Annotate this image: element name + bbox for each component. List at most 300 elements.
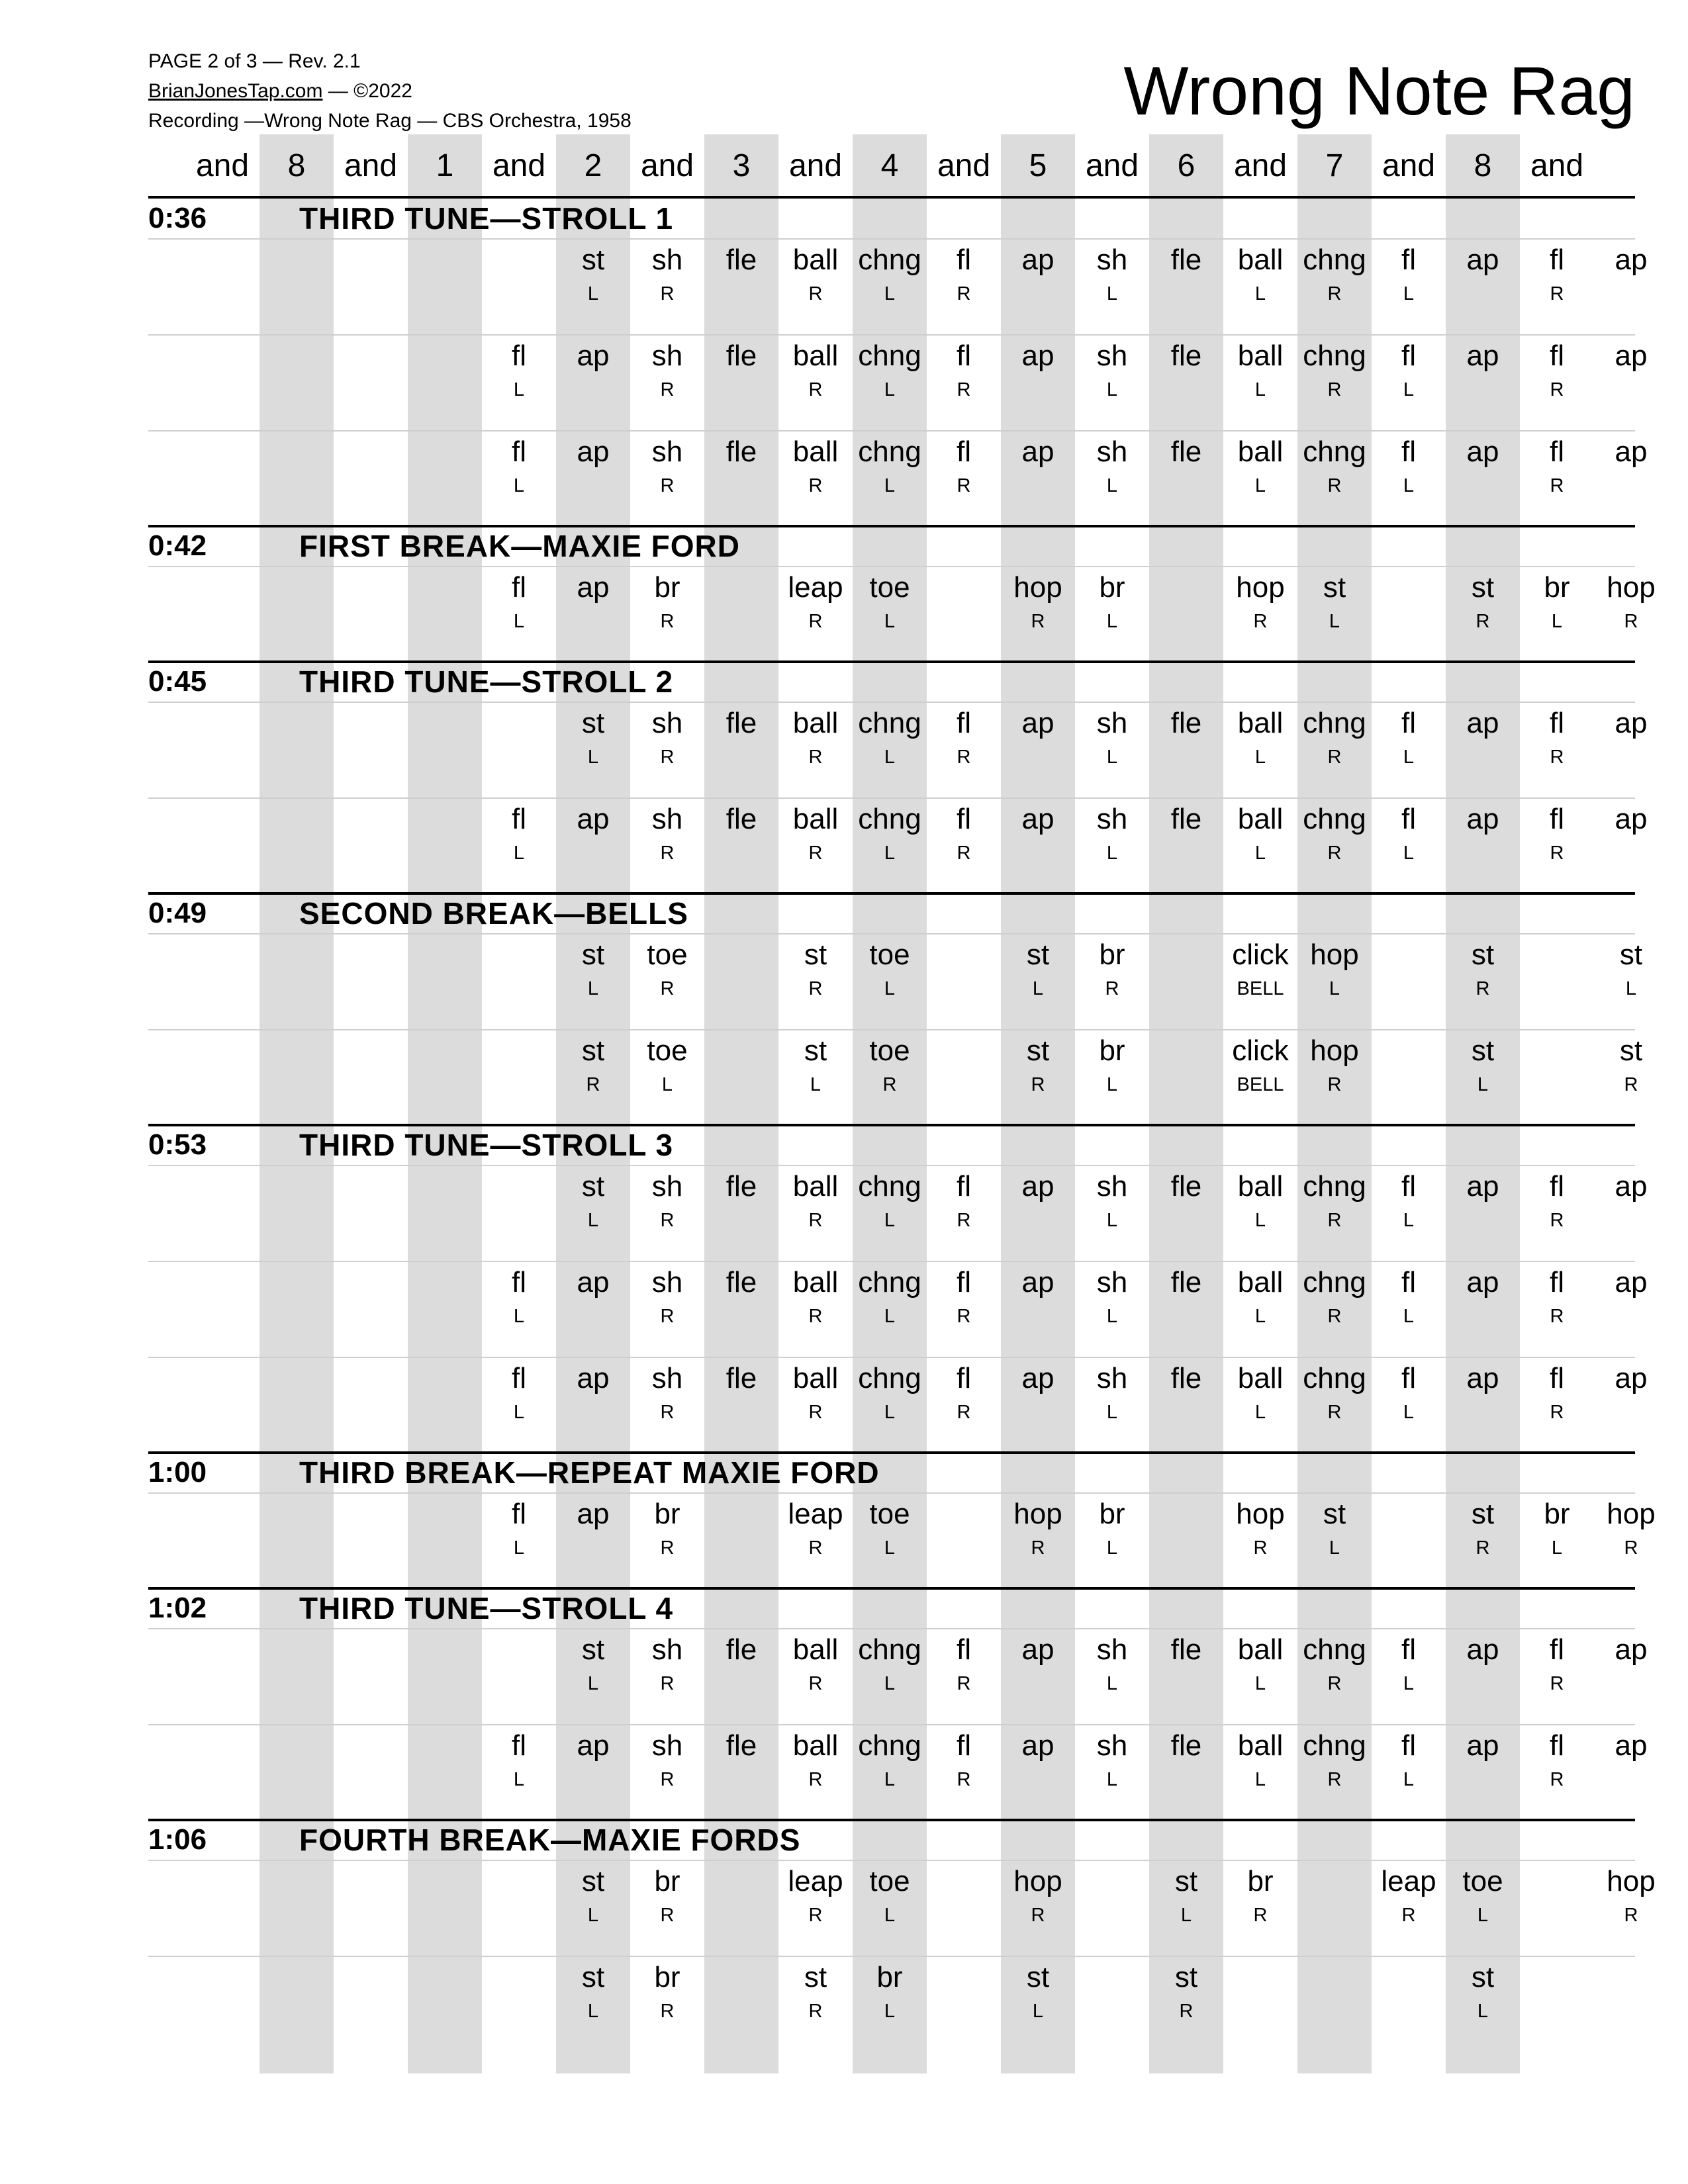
count-label: 5 <box>1029 148 1047 183</box>
foot-label: L <box>1477 1905 1489 1926</box>
foot-label: L <box>884 283 896 304</box>
section-time: 0:42 <box>148 529 207 562</box>
count-label: and <box>492 148 546 183</box>
foot-label: L <box>1180 1905 1192 1926</box>
foot-label: L <box>1477 2001 1489 2022</box>
foot-label: R <box>586 1074 600 1095</box>
step-label: ball <box>1237 435 1284 468</box>
row-divider <box>148 797 1635 799</box>
step-label: fl <box>512 1266 526 1298</box>
row-divider <box>148 566 1635 567</box>
foot-label: L <box>513 611 525 632</box>
count-label: and <box>937 148 991 183</box>
row-divider <box>148 1628 1635 1629</box>
count-label: 8 <box>287 148 306 183</box>
foot-label: R <box>957 1402 971 1423</box>
step-label: st <box>581 1633 605 1666</box>
step-label: ball <box>1237 1170 1284 1203</box>
foot-label: R <box>1550 1210 1564 1231</box>
step-label: leap <box>788 1498 843 1530</box>
section-title: THIRD TUNE—STROLL 4 <box>299 1591 674 1625</box>
step-label: ball <box>1237 707 1284 739</box>
step-label: hop <box>1310 938 1359 971</box>
foot-label: R <box>660 747 675 768</box>
step-label: fl <box>512 435 526 468</box>
row-divider <box>148 430 1635 432</box>
step-label: ap <box>1466 435 1499 468</box>
step-label: st <box>1471 1034 1495 1067</box>
foot-label: L <box>884 747 896 768</box>
step-label: st <box>1471 1961 1495 1993</box>
foot-label: R <box>1327 283 1342 304</box>
step-label: ap <box>1466 803 1499 835</box>
row-divider <box>148 1357 1635 1358</box>
step-label: click <box>1232 938 1289 971</box>
section-time: 0:49 <box>148 897 207 929</box>
step-label: sh <box>651 707 683 739</box>
foot-label: R <box>808 1673 823 1694</box>
step-label: st <box>581 244 605 276</box>
row-divider <box>148 1956 1635 1957</box>
count-label: 1 <box>436 148 454 183</box>
foot-label: R <box>1476 978 1490 999</box>
step-label: ap <box>1466 1362 1499 1394</box>
step-label: br <box>1544 1498 1570 1530</box>
step-label: ap <box>1466 1633 1499 1666</box>
step-label: fl <box>1550 1633 1564 1666</box>
foot-label: R <box>808 1402 823 1423</box>
step-label: chng <box>1303 340 1366 372</box>
foot-label: L <box>513 842 525 864</box>
step-label: fle <box>1170 1362 1202 1394</box>
foot-label: R <box>1179 2001 1194 2022</box>
step-label: chng <box>858 1362 921 1394</box>
step-label: ball <box>792 1170 839 1203</box>
count-label: 2 <box>584 148 602 183</box>
step-label: toe <box>869 571 910 604</box>
step-label: ball <box>1237 1729 1284 1762</box>
step-label: st <box>581 1034 605 1067</box>
step-label: chng <box>1303 803 1366 835</box>
foot-label: R <box>1031 1537 1045 1559</box>
step-label: chng <box>1303 1362 1366 1394</box>
foot-label: R <box>1476 1537 1490 1559</box>
step-label: chng <box>858 1266 921 1298</box>
step-label: sh <box>651 803 683 835</box>
step-label: fl <box>957 1729 971 1762</box>
foot-label: R <box>808 1306 823 1327</box>
foot-label: L <box>587 747 599 768</box>
foot-label: L <box>884 842 896 864</box>
step-label: chng <box>858 803 921 835</box>
step-label: sh <box>651 1729 683 1762</box>
step-label: br <box>1544 571 1570 604</box>
step-label: fl <box>1550 435 1564 468</box>
count-label: 3 <box>732 148 751 183</box>
step-label: sh <box>1096 1266 1128 1298</box>
foot-label: R <box>957 842 971 864</box>
foot-label: L <box>1106 379 1118 400</box>
foot-label: R <box>1624 1905 1638 1926</box>
foot-label: R <box>808 842 823 864</box>
foot-label: L <box>513 1769 525 1790</box>
step-label: chng <box>858 435 921 468</box>
foot-label: L <box>1403 1210 1415 1231</box>
step-label: ap <box>1021 1266 1055 1298</box>
step-label: st <box>1619 1034 1643 1067</box>
step-label: chng <box>858 340 921 372</box>
step-label: st <box>581 1865 605 1897</box>
step-label: sh <box>1096 1170 1128 1203</box>
foot-label: R <box>660 842 675 864</box>
foot-label: L <box>884 1905 896 1926</box>
step-label: fl <box>957 244 971 276</box>
step-label: fl <box>1550 1266 1564 1298</box>
step-label: fl <box>512 1498 526 1530</box>
step-label: toe <box>869 1034 910 1067</box>
step-label: ap <box>1466 1266 1499 1298</box>
foot-label: R <box>660 1306 675 1327</box>
step-label: ap <box>1466 707 1499 739</box>
step-label: sh <box>651 1266 683 1298</box>
step-label: fl <box>1550 244 1564 276</box>
step-label: ap <box>1615 1170 1648 1203</box>
section-title: THIRD TUNE—STROLL 1 <box>299 201 674 236</box>
count-label: and <box>1382 148 1436 183</box>
foot-label: R <box>957 379 971 400</box>
foot-label: R <box>1624 1074 1638 1095</box>
step-label: ap <box>577 1498 610 1530</box>
step-label: fl <box>1550 707 1564 739</box>
step-label: br <box>654 571 680 604</box>
foot-label: R <box>660 1769 675 1790</box>
foot-label: L <box>1106 283 1118 304</box>
foot-label: L <box>1106 1537 1118 1559</box>
step-label: fl <box>957 1266 971 1298</box>
step-label: ap <box>577 571 610 604</box>
section-time: 0:45 <box>148 665 207 698</box>
foot-label: L <box>884 1769 896 1790</box>
foot-label: R <box>1031 1905 1045 1926</box>
step-label: fl <box>1401 1633 1416 1666</box>
foot-label: L <box>1106 611 1118 632</box>
count-label: 8 <box>1474 148 1492 183</box>
foot-label: L <box>884 1537 896 1559</box>
page-revision: PAGE 2 of 3 — Rev. 2.1 <box>148 50 361 72</box>
foot-label: L <box>1032 2001 1044 2022</box>
step-label: fl <box>1401 1362 1416 1394</box>
step-label: sh <box>1096 1729 1128 1762</box>
step-label: chng <box>1303 1170 1366 1203</box>
step-label: st <box>1026 1961 1050 1993</box>
step-label: fl <box>1401 435 1416 468</box>
step-label: st <box>581 707 605 739</box>
step-label: ap <box>577 340 610 372</box>
foot-label: L <box>1254 747 1266 768</box>
step-label: ball <box>1237 1362 1284 1394</box>
foot-label: L <box>587 1905 599 1926</box>
foot-label: L <box>884 2001 896 2022</box>
foot-label: R <box>1327 1306 1342 1327</box>
step-label: hop <box>1310 1034 1359 1067</box>
foot-label: L <box>1106 747 1118 768</box>
step-label: fl <box>957 340 971 372</box>
step-label: st <box>581 1961 605 1993</box>
foot-label: L <box>1254 1306 1266 1327</box>
row-divider <box>148 1492 1635 1494</box>
step-label: hop <box>1607 571 1656 604</box>
step-label: fl <box>1550 340 1564 372</box>
step-label: sh <box>651 244 683 276</box>
foot-label: L <box>1329 1537 1340 1559</box>
step-label: ap <box>1466 1729 1499 1762</box>
step-label: fl <box>1550 803 1564 835</box>
foot-label: R <box>1624 611 1638 632</box>
step-label: ap <box>1466 244 1499 276</box>
foot-label: R <box>957 1306 971 1327</box>
section-time: 1:02 <box>148 1592 207 1624</box>
step-label: leap <box>788 1865 843 1897</box>
step-label: toe <box>647 1034 688 1067</box>
count-label: and <box>1233 148 1288 183</box>
foot-label: R <box>1624 1537 1638 1559</box>
section-title: THIRD BREAK—REPEAT MAXIE FORD <box>299 1455 880 1490</box>
step-label: hop <box>1607 1498 1656 1530</box>
foot-label: R <box>808 1769 823 1790</box>
step-label: sh <box>651 1170 683 1203</box>
foot-label: L <box>1551 1537 1563 1559</box>
step-label: hop <box>1236 1498 1285 1530</box>
step-label: ap <box>577 1266 610 1298</box>
step-label: hop <box>1013 1498 1062 1530</box>
count-label: and <box>195 148 250 183</box>
foot-label: R <box>1327 747 1342 768</box>
foot-label: L <box>1106 842 1118 864</box>
step-label: fl <box>1401 803 1416 835</box>
foot-label: L <box>1254 842 1266 864</box>
count-stripe <box>704 134 778 2073</box>
step-label: br <box>654 1865 680 1897</box>
step-label: ball <box>792 435 839 468</box>
foot-label: L <box>661 1074 673 1095</box>
step-label: br <box>1247 1865 1274 1897</box>
foot-label: R <box>808 475 823 496</box>
step-label: br <box>876 1961 903 1993</box>
step-label: fl <box>957 1633 971 1666</box>
step-label: fl <box>1550 1729 1564 1762</box>
step-label: fl <box>512 1362 526 1394</box>
step-label: fl <box>512 1729 526 1762</box>
foot-label: R <box>1550 1769 1564 1790</box>
foot-label: L <box>884 475 896 496</box>
step-label: ap <box>577 1729 610 1762</box>
step-label: chng <box>1303 1729 1366 1762</box>
foot-label: L <box>1106 1769 1118 1790</box>
foot-label: L <box>513 475 525 496</box>
step-label: fl <box>1550 1170 1564 1203</box>
step-label: ap <box>1466 340 1499 372</box>
foot-label: R <box>1327 1402 1342 1423</box>
step-label: ap <box>1021 1633 1055 1666</box>
foot-label: R <box>1253 611 1268 632</box>
step-label: chng <box>1303 1266 1366 1298</box>
step-label: chng <box>1303 707 1366 739</box>
foot-label: L <box>884 1306 896 1327</box>
foot-label: R <box>660 2001 675 2022</box>
foot-label: L <box>1254 1673 1266 1694</box>
step-label: ball <box>792 244 839 276</box>
foot-label: L <box>1106 1306 1118 1327</box>
step-label: leap <box>1381 1865 1436 1897</box>
foot-label: R <box>660 475 675 496</box>
step-label: sh <box>1096 1362 1128 1394</box>
step-label: ball <box>792 1362 839 1394</box>
step-label: br <box>654 1498 680 1530</box>
step-label: fl <box>957 707 971 739</box>
step-label: sh <box>1096 803 1128 835</box>
count-stripe <box>259 134 334 2073</box>
section-time: 1:06 <box>148 1823 207 1856</box>
copyright: — ©2022 <box>322 80 412 102</box>
step-label: fl <box>1401 244 1416 276</box>
step-label: st <box>804 938 827 971</box>
foot-label: R <box>957 1210 971 1231</box>
step-label: fl <box>512 340 526 372</box>
step-label: st <box>1174 1865 1198 1897</box>
foot-label: R <box>1550 842 1564 864</box>
step-label: ball <box>792 1729 839 1762</box>
step-label: fl <box>512 571 526 604</box>
count-stripe <box>408 134 482 2073</box>
step-label: br <box>1099 1034 1125 1067</box>
step-label: ball <box>792 1266 839 1298</box>
row-divider <box>148 1860 1635 1861</box>
step-label: chng <box>1303 435 1366 468</box>
foot-label: R <box>808 2001 823 2022</box>
step-label: hop <box>1013 571 1062 604</box>
foot-label: R <box>1327 1074 1342 1095</box>
step-label: sh <box>651 435 683 468</box>
foot-label: R <box>660 283 675 304</box>
section-title: SECOND BREAK—BELLS <box>299 896 688 931</box>
foot-label: L <box>884 379 896 400</box>
foot-label: R <box>957 475 971 496</box>
step-label: st <box>581 938 605 971</box>
site-link[interactable]: BrianJonesTap.com <box>148 80 323 102</box>
foot-label: R <box>660 1673 675 1694</box>
step-label: fl <box>1550 1362 1564 1394</box>
step-label: fl <box>957 1362 971 1394</box>
step-label: ap <box>1021 340 1055 372</box>
row-divider <box>148 1261 1635 1262</box>
foot-label: R <box>1253 1905 1268 1926</box>
recording-info: Recording —Wrong Note Rag — CBS Orchestra, 1958 <box>148 110 632 132</box>
foot-label: R <box>808 1210 823 1231</box>
step-label: ap <box>1615 1633 1648 1666</box>
step-label: fl <box>957 1170 971 1203</box>
foot-label: L <box>1403 1402 1415 1423</box>
foot-label: L <box>810 1074 821 1095</box>
step-label: fle <box>726 1633 757 1666</box>
step-label: fle <box>1170 340 1202 372</box>
foot-label: R <box>1327 379 1342 400</box>
step-label: fle <box>726 340 757 372</box>
page-title: Wrong Note Rag <box>1123 53 1635 130</box>
foot-label: R <box>957 1673 971 1694</box>
step-label: sh <box>651 1362 683 1394</box>
step-label: chng <box>1303 1633 1366 1666</box>
step-label: st <box>1174 1961 1198 1993</box>
step-label: fle <box>1170 1729 1202 1762</box>
step-label: fle <box>1170 1633 1202 1666</box>
step-label: br <box>1099 571 1125 604</box>
foot-label: L <box>513 1306 525 1327</box>
step-label: ap <box>1466 1170 1499 1203</box>
step-label: hop <box>1607 1865 1656 1897</box>
foot-label: R <box>808 611 823 632</box>
step-label: chng <box>858 707 921 739</box>
section-title: THIRD TUNE—STROLL 2 <box>299 664 674 699</box>
step-label: br <box>1099 1498 1125 1530</box>
foot-label: L <box>1625 978 1637 999</box>
foot-label: R <box>957 283 971 304</box>
foot-label: L <box>1254 475 1266 496</box>
foot-label: L <box>587 1673 599 1694</box>
step-label: sh <box>1096 244 1128 276</box>
foot-label: R <box>660 978 675 999</box>
foot-label: L <box>513 1537 525 1559</box>
count-label: and <box>1530 148 1584 183</box>
foot-label: R <box>1550 379 1564 400</box>
step-label: fl <box>957 803 971 835</box>
foot-label: R <box>1550 747 1564 768</box>
foot-label: BELL <box>1237 978 1284 999</box>
foot-label: R <box>957 1769 971 1790</box>
page-header <box>148 46 632 136</box>
step-label: fl <box>1401 340 1416 372</box>
foot-label: L <box>1551 611 1563 632</box>
section-title: FOURTH BREAK—MAXIE FORDS <box>299 1823 801 1857</box>
foot-label: R <box>808 978 823 999</box>
section-title: THIRD TUNE—STROLL 3 <box>299 1128 674 1162</box>
foot-label: R <box>808 1537 823 1559</box>
count-stripe <box>556 134 630 2073</box>
foot-label: L <box>587 2001 599 2022</box>
foot-label: L <box>587 1210 599 1231</box>
foot-label: L <box>884 1402 896 1423</box>
step-label: st <box>1026 1034 1050 1067</box>
step-label: ap <box>577 435 610 468</box>
step-label: toe <box>1462 1865 1503 1897</box>
step-label: fle <box>1170 244 1202 276</box>
row-divider <box>148 1165 1635 1166</box>
foot-label: R <box>808 379 823 400</box>
foot-label: R <box>1031 611 1045 632</box>
step-label: toe <box>647 938 688 971</box>
step-label: ball <box>792 707 839 739</box>
step-label: ball <box>792 803 839 835</box>
step-label: fle <box>1170 435 1202 468</box>
foot-label: R <box>957 747 971 768</box>
step-label: sh <box>1096 1633 1128 1666</box>
foot-label: L <box>1403 1673 1415 1694</box>
step-label: ball <box>1237 803 1284 835</box>
section-time: 1:00 <box>148 1456 207 1488</box>
step-label: ap <box>1615 1362 1648 1394</box>
section-time: 0:36 <box>148 202 207 234</box>
foot-label: L <box>1106 475 1118 496</box>
foot-label: R <box>1550 1402 1564 1423</box>
